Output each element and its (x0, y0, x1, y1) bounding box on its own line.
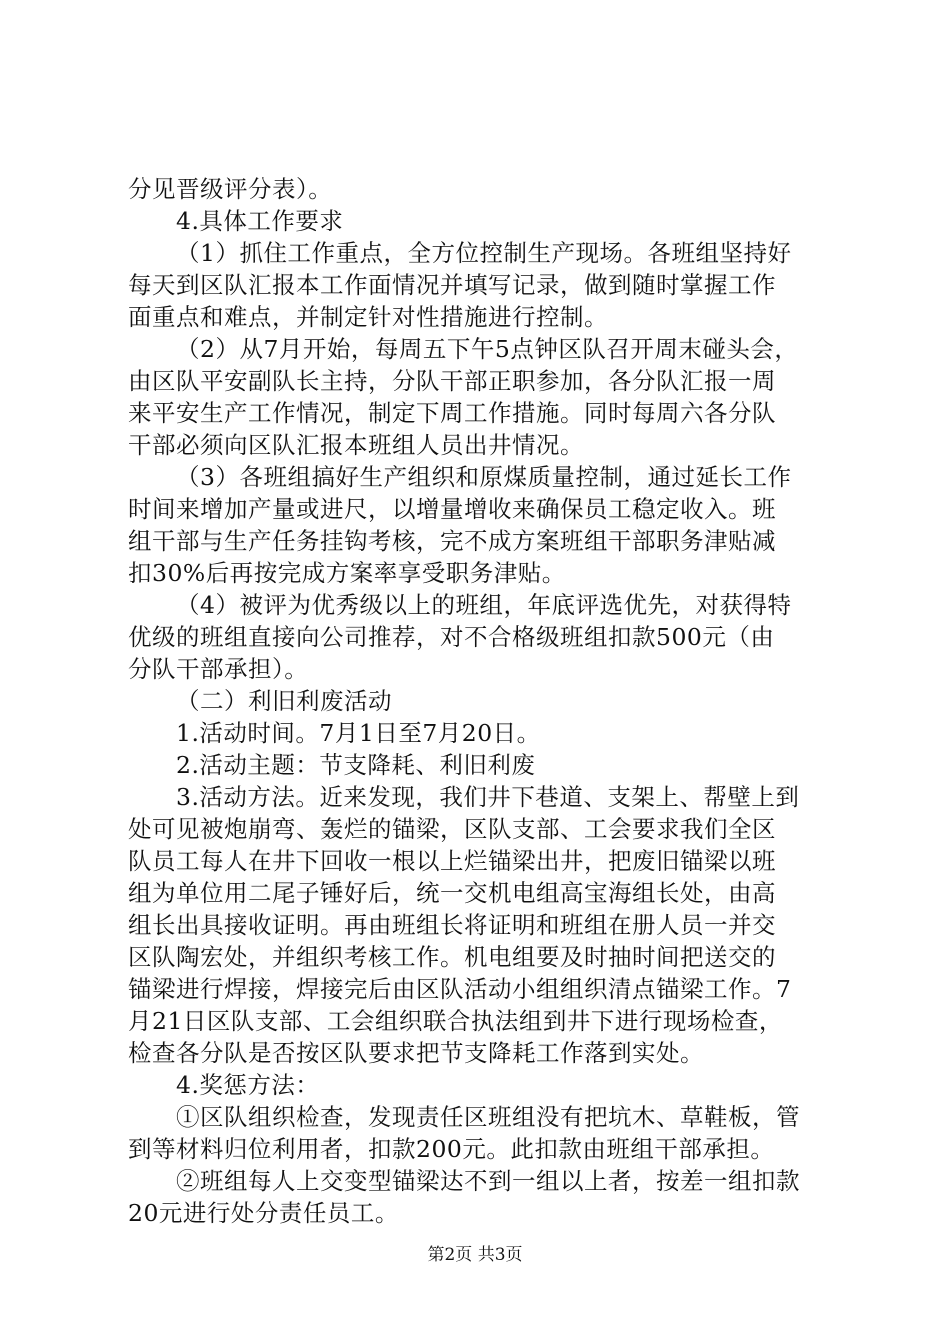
text-line: （1）抓住工作重点，全方位控制生产现场。各班组坚持好 (176, 239, 792, 267)
text-line: 队员工每人在井下回收一根以上烂锚梁出井，把废旧锚梁以班 (128, 847, 776, 875)
text-line: 月21日区队支部、工会组织联合执法组到井下进行现场检查， (128, 1007, 783, 1035)
text-line: （3）各班组搞好生产组织和原煤质量控制，通过延长工作 (176, 463, 792, 491)
section-heading: 4.具体工作要求 (176, 207, 344, 235)
text-line: 区队陶宏处，并组织考核工作。机电组要及时抽时间把送交的 (128, 943, 776, 971)
section-heading: 4.奖惩方法： (176, 1071, 320, 1099)
text-line: 分见晋级评分表）。 (128, 175, 333, 203)
text-line: 每天到区队汇报本工作面情况并填写记录，做到随时掌握工作 (128, 271, 776, 299)
text-line: 优级的班组直接向公司推荐，对不合格级班组扣款500元（由 (128, 623, 775, 651)
text-line: 扣30%后再按完成方案率享受职务津贴。 (128, 559, 566, 587)
section-heading: （二）利旧利废活动 (176, 687, 392, 715)
text-line: 锚梁进行焊接，焊接完后由区队活动小组组织清点锚梁工作。7 (128, 975, 792, 1003)
text-line: 由区队平安副队长主持，分队干部正职参加，各分队汇报一周 (128, 367, 776, 395)
text-line: 干部必须向区队汇报本班组人员出井情况。 (128, 431, 584, 459)
text-line: 到等材料归位利用者，扣款200元。此扣款由班组干部承担。 (128, 1135, 775, 1163)
page-footer: 第2页 共3页 (427, 1245, 523, 1265)
text-line: 1.活动时间。7月1日至7月20日。 (176, 719, 541, 747)
text-line: 组为单位用二尾子锤好后，统一交机电组高宝海组长处，由高 (128, 879, 776, 907)
text-line: 时间来增加产量或进尺，以增量增收来确保员工稳定收入。班 (128, 495, 776, 523)
text-line: 分队干部承担）。 (128, 655, 309, 683)
text-line: 组长出具接收证明。再由班组长将证明和班组在册人员一并交 (128, 911, 776, 939)
text-line: 20元进行处分责任员工。 (128, 1199, 399, 1227)
text-line: （4）被评为优秀级以上的班组，年底评选优先，对获得特 (176, 591, 792, 619)
text-line: 来平安生产工作情况，制定下周工作措施。同时每周六各分队 (128, 399, 776, 427)
text-line: 2.活动主题：节支降耗、利旧利废 (176, 751, 536, 779)
text-line: ②班组每人上交变型锚梁达不到一组以上者，按差一组扣款 (176, 1167, 800, 1195)
text-line: 3.活动方法。近来发现，我们井下巷道、支架上、帮壁上到 (176, 783, 800, 811)
text-line: ①区队组织检查，发现责任区班组没有把坑木、草鞋板，管 (176, 1103, 800, 1131)
text-line: 检查各分队是否按区队要求把节支降耗工作落到实处。 (128, 1039, 704, 1067)
text-line: 组干部与生产任务挂钩考核，完不成方案班组干部职务津贴减 (128, 527, 776, 555)
text-line: 处可见被炮崩弯、轰烂的锚梁，区队支部、工会要求我们全区 (128, 815, 776, 843)
text-line: 面重点和难点，并制定针对性措施进行控制。 (128, 303, 608, 331)
text-line: （2）从7月开始，每周五下午5点钟区队召开周末碰头会， (176, 335, 799, 363)
